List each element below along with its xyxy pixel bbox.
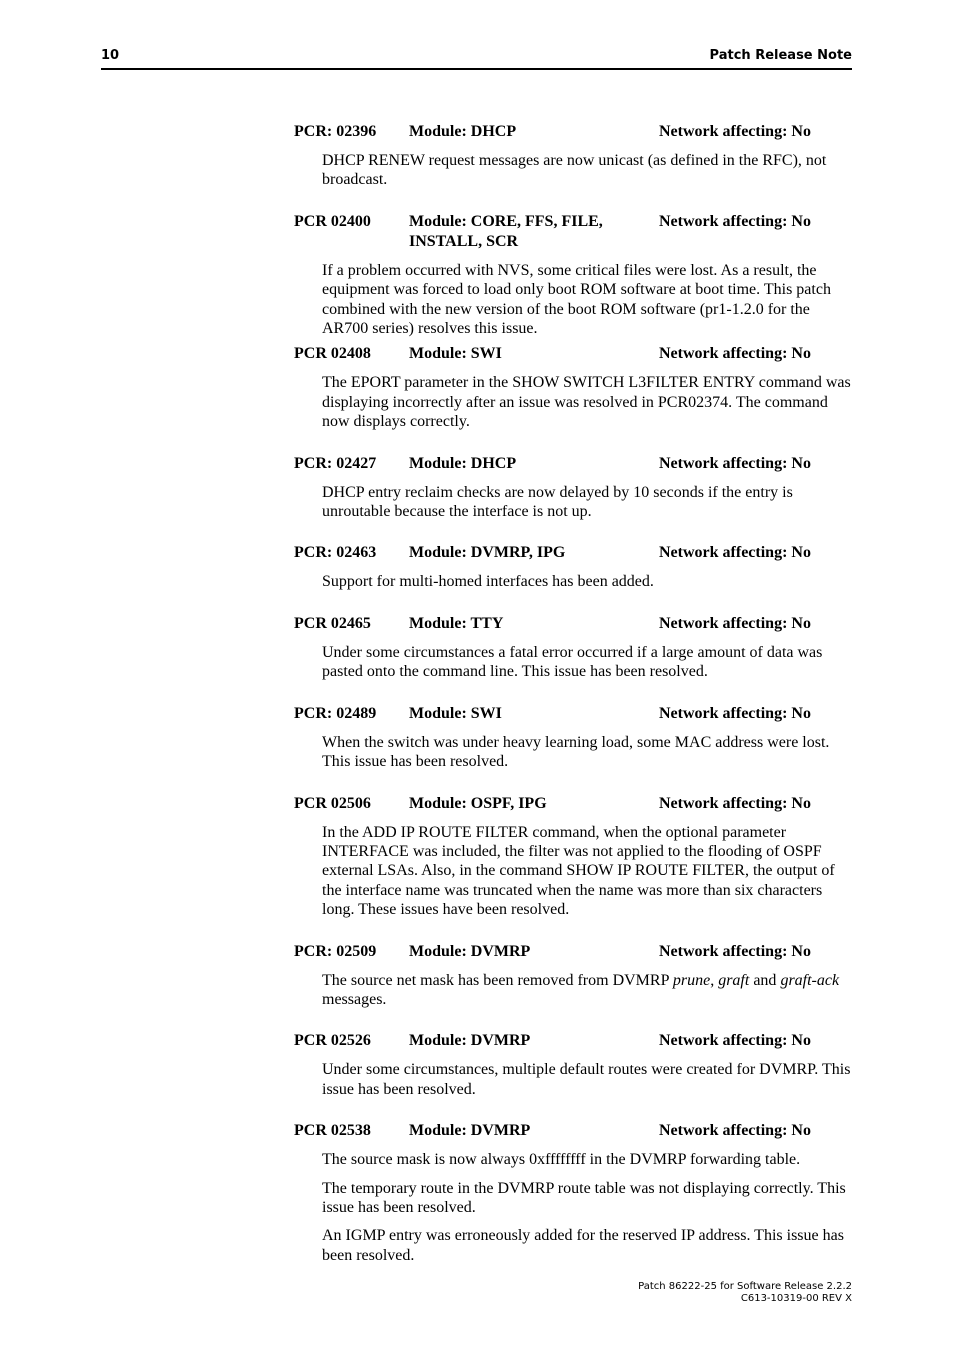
pcr-description: The temporary route in the DVMRP route table was not displaying correctly. This issue has been resolved.: [322, 1179, 846, 1216]
pcr-entry-header: [294, 212, 854, 252]
pcr-list: [294, 122, 854, 1287]
desc-term-graft: graft: [718, 971, 750, 989]
pcr-number: PCR 02538: [294, 1122, 371, 1140]
pcr-entry-header: [294, 1031, 854, 1051]
pcr-entry: [294, 1031, 854, 1099]
pcr-description: The source mask is now always 0xffffffff in the DVMRP forwarding table.: [322, 1151, 801, 1169]
document-title: Patch Release Note: [709, 48, 852, 63]
pcr-module: Module: SWI: [409, 704, 502, 722]
pcr-network-affecting: Network affecting: No: [659, 1122, 811, 1140]
desc-text: ,: [710, 971, 719, 989]
pcr-description: Under some circumstances, multiple default routes were created for DVMRP. This issue has been resolved.: [322, 1061, 851, 1098]
pcr-module: Module: DVMRP: [409, 1122, 531, 1140]
desc-term-prune: prune: [672, 971, 711, 989]
pcr-description: DHCP entry reclaim checks are now delayed by 10 seconds if the entry is unroutable because the interface is not up.: [322, 483, 793, 521]
pcr-number: PCR 02400: [294, 212, 371, 230]
pcr-network-affecting: Network affecting: No: [659, 794, 811, 812]
pcr-module: Module: TTY: [409, 614, 504, 632]
desc-text: The source net mask has been removed from DVMRP: [322, 971, 673, 989]
pcr-number: PCR 02506: [294, 794, 371, 812]
pcr-module: Module: DHCP: [409, 454, 517, 472]
pcr-entry: [294, 212, 854, 339]
footer-patch-line: Patch 86222-25 for Software Release 2.2.2: [638, 1281, 852, 1292]
pcr-number: PCR: 02509: [294, 942, 377, 960]
pcr-number: PCR: 02427: [294, 454, 377, 472]
pcr-entry: [294, 1121, 854, 1265]
pcr-module: Module: DVMRP, IPG: [409, 544, 566, 562]
pcr-entry: [294, 543, 854, 591]
pcr-network-affecting: Network affecting: No: [659, 1032, 811, 1050]
pcr-entry: [294, 794, 854, 920]
desc-term-graft-ack: graft-ack: [780, 971, 840, 989]
pcr-entry: [294, 942, 854, 1010]
pcr-description: Support for multi-homed interfaces has been added.: [322, 573, 654, 591]
pcr-description: In the ADD IP ROUTE FILTER command, when the optional parameter INTERFACE was included, the filter was not applied to the flooding of OSPF external LSAs. Also, in the command SHOW IP ROUTE FILTER, the output of the interface name was truncated when the name was more than six characters long. These issues have been resolved.: [322, 823, 835, 919]
pcr-entry: [294, 122, 854, 190]
pcr-entry-header: [294, 543, 854, 563]
pcr-description: An IGMP entry was erroneously added for the reserved IP address. This issue has been resolved.: [322, 1227, 844, 1264]
pcr-module: Module: CORE, FFS, FILE, INSTALL, SCR: [409, 212, 603, 250]
pcr-network-affecting: Network affecting: No: [659, 123, 811, 140]
pcr-module: Module: DHCP: [409, 123, 517, 140]
pcr-description: Under some circumstances a fatal error occurred if a large amount of data was pasted onto the command line. This issue has been resolved.: [322, 643, 823, 681]
pcr-entry-header: [294, 704, 854, 724]
pcr-entry: [294, 704, 854, 772]
pcr-description: [322, 971, 854, 1010]
pcr-number: PCR: 02489: [294, 704, 377, 722]
pcr-number: PCR: 02396: [294, 123, 377, 140]
pcr-entry-header: [294, 614, 854, 634]
pcr-description: When the switch was under heavy learning load, some MAC address were lost. This issue has been resolved.: [322, 733, 830, 771]
pcr-network-affecting: Network affecting: No: [659, 544, 811, 562]
pcr-module: Module: DVMRP: [409, 1032, 531, 1050]
pcr-entry-header: [294, 794, 854, 814]
pcr-entry-header: [294, 454, 854, 474]
pcr-number: PCR 02526: [294, 1032, 371, 1050]
footer-doc-code: C613-10319-00 REV X: [740, 1293, 852, 1304]
pcr-network-affecting: Network affecting: No: [659, 345, 811, 363]
page-header: [101, 46, 852, 70]
page-number: 10: [101, 48, 120, 63]
pcr-entry-header: [294, 122, 854, 142]
pcr-network-affecting: Network affecting: No: [659, 614, 811, 632]
page-footer: [638, 1281, 852, 1305]
pcr-description: DHCP RENEW request messages are now unicast (as defined in the RFC), not broadcast.: [322, 152, 827, 189]
pcr-module: Module: SWI: [409, 345, 502, 363]
pcr-entry: [294, 344, 854, 431]
pcr-network-affecting: Network affecting: No: [659, 942, 811, 960]
pcr-module: Module: OSPF, IPG: [409, 794, 547, 812]
pcr-module: Module: DVMRP: [409, 942, 531, 960]
pcr-description: The EPORT parameter in the SHOW SWITCH L3FILTER ENTRY command was displaying incorrectly after an issue was resolved in PCR02374. The command now displays correctly.: [322, 374, 851, 431]
desc-text: and: [749, 971, 781, 989]
pcr-entry-header: [294, 344, 854, 364]
desc-text: messages.: [322, 990, 387, 1008]
pcr-entry-header: [294, 1121, 854, 1141]
pcr-number: PCR: 02463: [294, 544, 377, 562]
pcr-entry-header: [294, 942, 854, 962]
pcr-entry: [294, 614, 854, 682]
pcr-network-affecting: Network affecting: No: [659, 704, 811, 722]
pcr-description: If a problem occurred with NVS, some critical files were lost. As a result, the equipment was forced to load only boot ROM software at boot time. This patch combined with the new version of the boot ROM software (pr1-1.2.0 for the AR700 series) resolves this issue.: [322, 261, 831, 338]
pcr-entry: [294, 454, 854, 522]
pcr-network-affecting: Network affecting: No: [659, 454, 811, 472]
pcr-number: PCR 02408: [294, 345, 371, 363]
pcr-network-affecting: Network affecting: No: [659, 212, 811, 230]
pcr-number: PCR 02465: [294, 614, 371, 632]
